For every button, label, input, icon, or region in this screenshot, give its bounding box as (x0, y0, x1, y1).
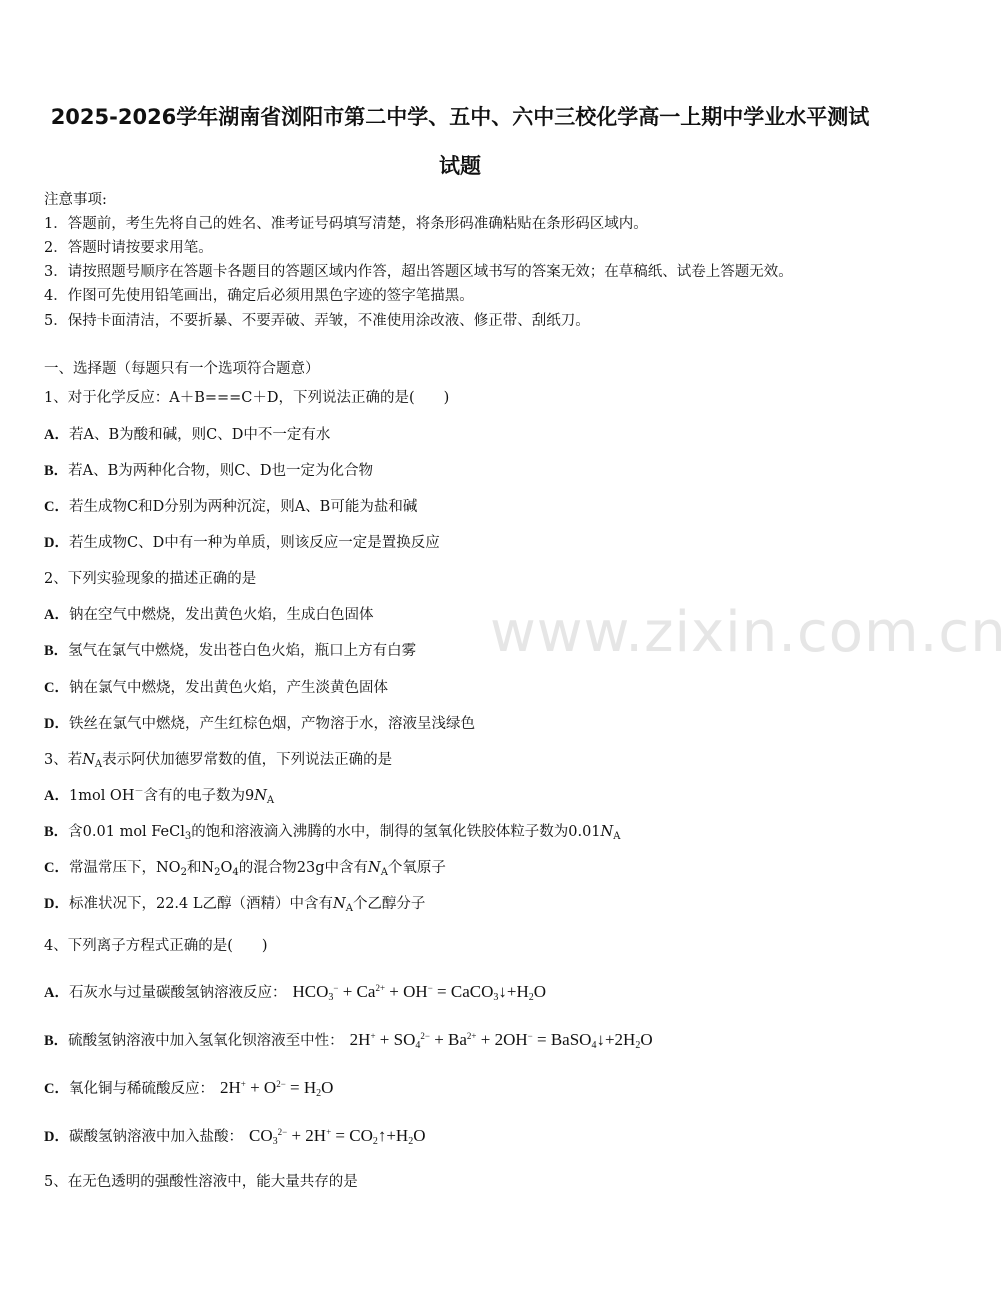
question-1-option-a: A．若A、B为酸和碱，则C、D中不一定有水 (44, 427, 331, 443)
question-2-stem: 2、下列实验现象的描述正确的是 (44, 571, 257, 587)
question-2-option-d: D．铁丝在氯气中燃烧，产生红棕色烟，产物溶于水，溶液呈浅绿色 (44, 716, 475, 732)
notice-item: 2．答题时请按要求用笔。 (44, 240, 213, 256)
question-3-option-b: B．含0.01 mol FeCl$_3$的饱和溶液滴入沸腾的水中，制得的氢氧化铁胶体粒子数为$0.01N_A$ (44, 824, 621, 842)
question-3-stem: 3、若$N_A$表示阿伏加德罗常数的值，下列说法正确的是 (44, 752, 393, 770)
question-1-option-b: B．若A、B为两种化合物，则C、D也一定为化合物 (44, 463, 374, 479)
section-heading: 一、选择题（每题只有一个选项符合题意） (44, 361, 320, 377)
notice-item: 3．请按照题号顺序在答题卡各题目的答题区域内作答，超出答题区域书写的答案无效；在草稿纸、试卷上答题无效。 (44, 264, 793, 280)
notice-heading: 注意事项: (44, 192, 107, 208)
notice-item: 4．作图可先使用铅笔画出，确定后必须用黑色字迹的签字笔描黑。 (44, 288, 474, 304)
question-4-option-d: D．碳酸氢钠溶液中加入盐酸： $CO_3^{2-} + 2H^+$ = $CO_2↑+H_2O$ (44, 1126, 426, 1147)
question-2-option-a: A．钠在空气中燃烧，发出黄色火焰，生成白色固体 (44, 607, 374, 623)
question-4-option-a: A．石灰水与过量碳酸氢钠溶液反应： $HCO_3^- + Ca^{2+} + OH^-$ = $CaCO_3↓+H_2O$ (44, 982, 547, 1003)
question-2-option-c: C．钠在氯气中燃烧，发出黄色火焰，产生淡黄色固体 (44, 680, 388, 696)
question-3-option-a: A．1mol OH－含有的电子数为$9N_A$ (44, 787, 275, 806)
question-2-option-b: B．氢气在氯气中燃烧，发出苍白色火焰，瓶口上方有白雾 (44, 643, 417, 659)
question-1-stem: 1、对于化学反应：A＋B===C＋D，下列说法正确的是( ) (44, 390, 450, 406)
equation: $2H^+ + SO_4^{2-} + Ba^{2+} + 2OH^-$ = $BaSO_4↓+2H_2O$ (349, 1030, 653, 1051)
question-1-option-c: C．若生成物C和D分别为两种沉淀，则A、B可能为盐和碱 (44, 499, 418, 515)
question-1-option-d: D．若生成物C、D中有一种为单质，则该反应一定是置换反应 (44, 535, 440, 551)
equation: $HCO_3^- + Ca^{2+} + OH^-$ = $CaCO_3↓+H_2O$ (292, 982, 547, 1003)
notice-item: 5．保持卡面清洁，不要折暴、不要弄破、弄皱，不准使用涂改液、修正带、刮纸刀。 (44, 313, 590, 329)
question-4-option-b: B．硫酸氢钠溶液中加入氢氧化钡溶液至中性： $2H^+ + SO_4^{2-} + Ba^{2+} + 2OH^-$ = $BaSO_4↓+2H_2O$ (44, 1030, 653, 1051)
question-3-option-c: C．常温常压下，$NO_2$和$N_2O_4$的混合物23g中含有$N_A$个氧原子 (44, 860, 446, 878)
question-4-stem: 4、下列离子方程式正确的是( ) (44, 938, 268, 954)
question-4-option-c: C．氧化铜与稀硫酸反应： $2H^+ + O^{2-} = H_2O$ (44, 1078, 334, 1099)
equation: $2H^+ + O^{2-} = H_2O$ (219, 1078, 334, 1099)
watermark: www.zixin.com.cn (490, 600, 1007, 665)
question-3-option-d: D．标准状况下，22.4 L乙醇（酒精）中含有$N_A$个乙醇分子 (44, 896, 426, 914)
document-title: 2025-2026学年湖南省浏阳市第二中学、五中、六中三校化学高一上期中学业水平测试 (50, 105, 870, 129)
question-5-stem: 5、在无色透明的强酸性溶液中，能大量共存的是 (44, 1174, 358, 1190)
notice-item: 1．答题前，考生先将自己的姓名、准考证号码填写清楚，将条形码准确粘贴在条形码区域内。 (44, 216, 648, 232)
document-title-continued: 试题 (439, 154, 481, 178)
equation: $CO_3^{2-} + 2H^+$ = $CO_2↑+H_2O$ (248, 1126, 426, 1147)
